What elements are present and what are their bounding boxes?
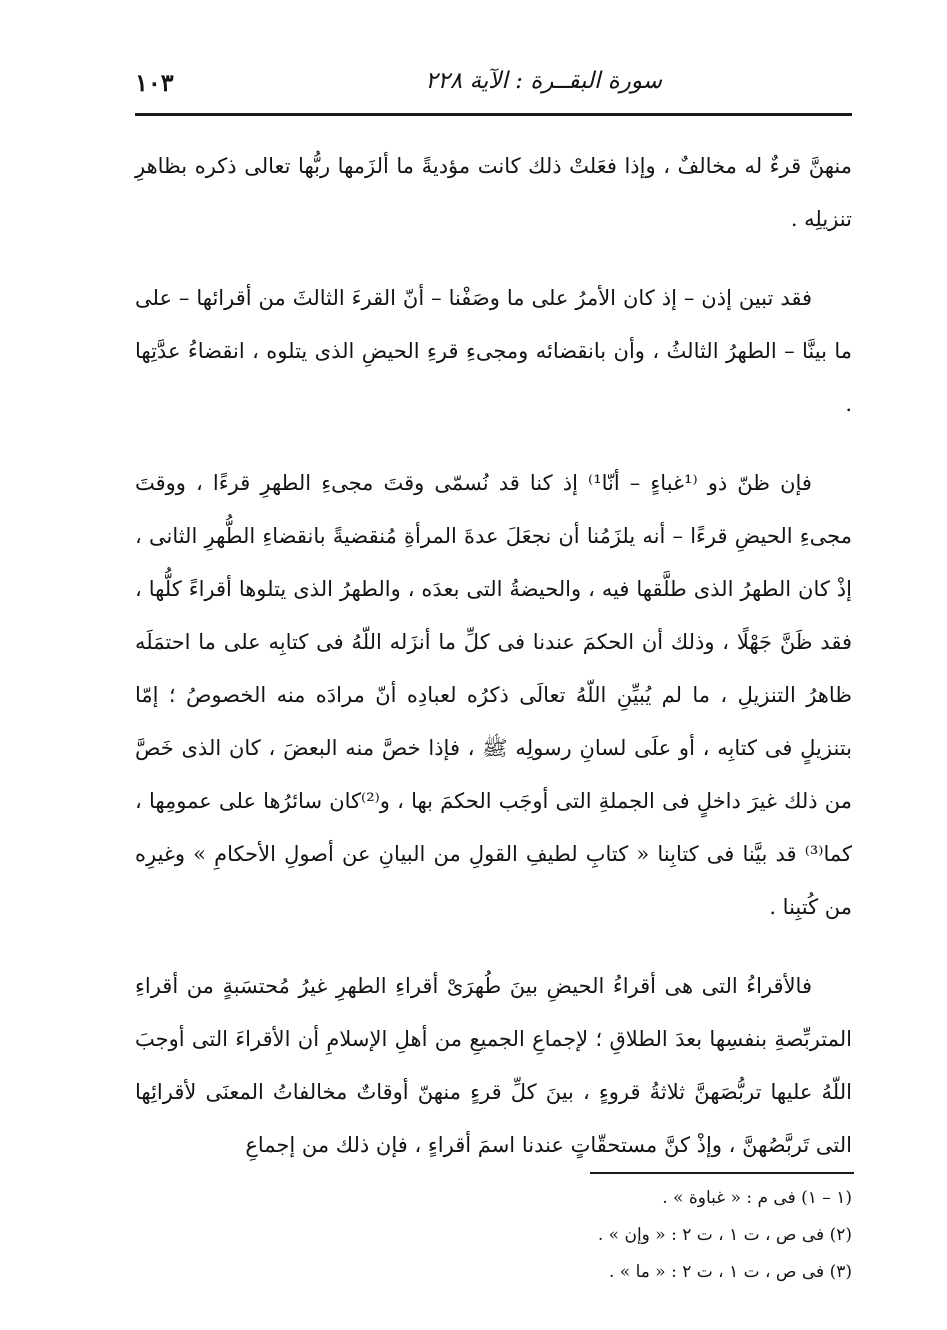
footnote-divider	[590, 1172, 854, 1174]
footnote-2: (٢) فى ص ، ت ١ ، ت ٢ : « وإن » .	[597, 1225, 852, 1245]
paragraph-1: منهنَّ قرءٌ له مخالفٌ ، وإذا فعَلتْ ذلك كانت مؤديةً ما ألزَمها ربُّها تعالى ذكره بظاهرِ تنزيلِه .	[135, 154, 852, 231]
header-title: سورة البقــرة : الآية ٢٢٨	[425, 68, 662, 94]
footnote-1: (١ – ١) فى م : « غباوة » .	[662, 1188, 852, 1208]
footnote-3: (٣) فى ص ، ت ١ ، ت ٢ : « ما » .	[608, 1262, 852, 1282]
paragraph-3: فإن ظنّ ذو ⁽¹غباءٍ – أنّا¹⁾ إذ كنا قد نُسمّى وقتَ مجىءِ الطهرِ قرءًا ، ووقتَ مجىءِ الحيضِ قرءًا – أنه يلزَمُنا أن نجعَلَ عدةَ المرأةِ مُنقضيةً بانقضاءِ الطُّهرِ الثانى ، إذْ كان الطهرُ الذى طلَّقها فيه ، والحيضةُ التى بعدَه ، والطهرُ الذى يتلوها أقراءً كلُّها ، فقد ظَنَّ جَهْلًا ، وذلك أن الحكمَ عندنا فى كلِّ ما أنزَله اللّهُ فى كتابِه على ما احتمَلَه ظاهرُ التنزيلِ ، ما لم يُبيِّنِ اللّهُ تعالَى ذكرُه لعبادِه أنّ مرادَه منه الخصوصُ ؛ إمّا بتنزيلٍ فى كتابِه ، أو علَى لسانِ رسولِه ﷺ ، فإذا خصَّ منه البعضَ ، كان الذى خَصَّ من ذلك غيرَ داخلٍ فى الجملةِ التى أوجَب الحكمَ بها ، و⁽²⁾كان سائرُها على عمومِها ، كما⁽³⁾ قد بيَّنا فى كتابِنا « كتابِ لطيفِ القولِ من البيانِ عن أصولِ الأحكامِ » وغيرِه من كُتبِنا .	[135, 471, 852, 919]
paragraph-4: فالأقراءُ التى هى أقراءُ الحيضِ بينَ طُهرَىْ أقراءِ الطهرِ غيرُ مُحتسَبةٍ من أقراءِ المتربِّصةِ بنفسِها بعدَ الطلاقِ ؛ لإجماعِ الجميعِ من أهلِ الإسلامِ أن الأقراءَ التى أوجبَ اللّهُ عليها تربُّصَهنَّ ثلاثةُ قروءٍ ، بينَ كلِّ قرءٍ منهنّ أوقاتٌ مخالفاتُ المعنَى لأقرائِها التى تَربَّصُهنَّ ، وإذْ كنَّ مستحقّاتٍ عندنا اسمَ أقراءٍ ، فإن ذلك من إجماعِ	[135, 974, 852, 1157]
paragraph-2: فقد تبين إذن – إذ كان الأمرُ على ما وصَفْنا – أنّ القرءَ الثالثَ من أقرائها – على ما بينَّا – الطهرُ الثالثُ ، وأن بانقضائه ومجىءِ قرءِ الحيضِ الذى يتلوه ، انقضاءُ عدَّتِها .	[135, 286, 852, 416]
header-divider	[135, 113, 852, 116]
main-text	[135, 140, 852, 1172]
page-number: ١٠٣	[135, 68, 174, 97]
running-header	[135, 62, 852, 102]
footnotes	[135, 1180, 852, 1291]
